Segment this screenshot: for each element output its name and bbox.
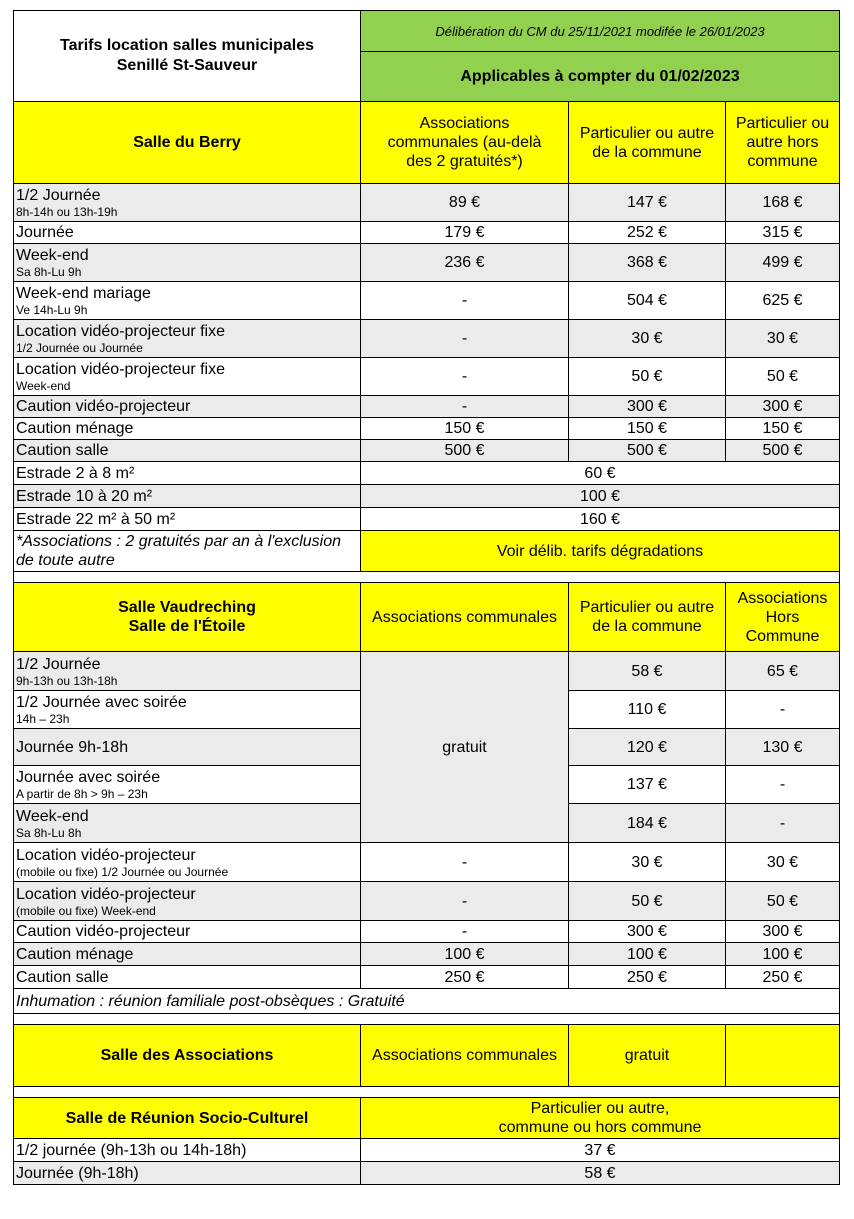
row-sublabel: 8h-14h ou 13h-19h bbox=[16, 205, 118, 219]
table-row bbox=[14, 222, 840, 244]
row-label: Caution vidéo-projecteur bbox=[16, 398, 191, 415]
price-cell: 58 € bbox=[569, 652, 726, 691]
price-cell: 368 € bbox=[569, 244, 726, 282]
table-row bbox=[14, 396, 840, 418]
estrade-price: 60 € bbox=[361, 462, 840, 485]
table-row bbox=[14, 882, 840, 921]
price-cell: - bbox=[361, 282, 569, 320]
socio-col-header bbox=[361, 1098, 840, 1139]
deliberation-note: Délibération du CM du 25/11/2021 modifée le 26/01/2023 bbox=[361, 11, 840, 52]
row-label: Caution vidéo-projecteur bbox=[16, 923, 191, 940]
section-spacer bbox=[14, 572, 840, 583]
vaudreching-col-local: Particulier ou autre de la commune bbox=[569, 583, 726, 652]
price-cell: 89 € bbox=[361, 184, 569, 222]
berry-row-label bbox=[14, 440, 361, 462]
socio-row-label: 1/2 journée (9h-13h ou 14h-18h) bbox=[14, 1139, 361, 1162]
socio-room-name: Salle de Réunion Socio-Culturel bbox=[14, 1098, 361, 1139]
section-header bbox=[14, 583, 840, 652]
table-row bbox=[14, 244, 840, 282]
row-label: Week-end bbox=[16, 807, 89, 825]
price-cell: 100 € bbox=[569, 943, 726, 966]
applicable-date: Applicables à compter du 01/02/2023 bbox=[361, 52, 840, 102]
price-cell: 499 € bbox=[726, 244, 840, 282]
vaudreching-row-label bbox=[14, 729, 361, 766]
price-cell: 100 € bbox=[726, 943, 840, 966]
price-cell: - bbox=[726, 691, 840, 729]
table-row bbox=[14, 462, 840, 485]
document-title bbox=[14, 11, 361, 102]
price-cell: 250 € bbox=[726, 966, 840, 989]
associations-col-associations: Associations communales bbox=[361, 1025, 569, 1087]
socio-price: 37 € bbox=[361, 1139, 840, 1162]
price-cell: 252 € bbox=[569, 222, 726, 244]
price-cell: 120 € bbox=[569, 729, 726, 766]
table-row bbox=[14, 966, 840, 989]
row-label: 1/2 Journée bbox=[16, 187, 101, 204]
socio-price: 58 € bbox=[361, 1162, 840, 1185]
price-cell: 250 € bbox=[569, 966, 726, 989]
row-label: Journée 9h-18h bbox=[16, 738, 129, 756]
price-cell: 30 € bbox=[569, 843, 726, 882]
berry-row-label bbox=[14, 358, 361, 396]
estrade-label: Estrade 22 m² à 50 m² bbox=[14, 508, 361, 531]
gratuit-cell: gratuit bbox=[361, 652, 569, 843]
associations-gratuit: gratuit bbox=[569, 1025, 726, 1087]
price-cell: 50 € bbox=[726, 882, 840, 921]
berry-row-label bbox=[14, 282, 361, 320]
vaudreching-row-label bbox=[14, 882, 361, 921]
price-cell: 300 € bbox=[726, 396, 840, 418]
row-sublabel: (mobile ou fixe) Week-end bbox=[16, 903, 156, 918]
socio-header-line1: Particulier ou autre, bbox=[530, 1100, 670, 1117]
price-cell: - bbox=[361, 921, 569, 943]
inhumation-note: Inhumation : réunion familiale post-obsèques : Gratuité bbox=[14, 989, 840, 1014]
table-row bbox=[14, 440, 840, 462]
row-sublabel: Sa 8h-Lu 8h bbox=[16, 825, 82, 840]
associations-empty-cell bbox=[726, 1025, 840, 1087]
room-name-line2: Salle de l'Étoile bbox=[128, 618, 246, 635]
price-cell: 300 € bbox=[569, 396, 726, 418]
row-label: Caution ménage bbox=[16, 945, 134, 963]
estrade-label: Estrade 10 à 20 m² bbox=[14, 485, 361, 508]
price-cell: 150 € bbox=[569, 418, 726, 440]
row-label: Journée bbox=[16, 224, 74, 241]
vaudreching-row-label bbox=[14, 804, 361, 843]
row-label: Location vidéo-projecteur bbox=[16, 885, 196, 903]
row-label: Week-end bbox=[16, 247, 89, 264]
price-cell: 137 € bbox=[569, 766, 726, 804]
tariff-table bbox=[13, 10, 840, 1185]
price-cell: 504 € bbox=[569, 282, 726, 320]
table-row bbox=[14, 989, 840, 1014]
table-row bbox=[14, 843, 840, 882]
berry-row-label bbox=[14, 222, 361, 244]
row-label: Week-end mariage bbox=[16, 285, 151, 302]
table-row bbox=[14, 652, 840, 691]
table-row bbox=[14, 1139, 840, 1162]
vaudreching-col-associations: Associations communales bbox=[361, 583, 569, 652]
vaudreching-row-label bbox=[14, 921, 361, 943]
table-row bbox=[14, 282, 840, 320]
price-cell: 500 € bbox=[726, 440, 840, 462]
table-row bbox=[14, 485, 840, 508]
row-label: 1/2 Journée bbox=[16, 655, 101, 673]
row-sublabel: A partir de 8h > 9h – 23h bbox=[16, 787, 148, 801]
table-row bbox=[14, 358, 840, 396]
price-cell: - bbox=[726, 804, 840, 843]
price-cell: 130 € bbox=[726, 729, 840, 766]
price-cell: 179 € bbox=[361, 222, 569, 244]
tariff-document bbox=[13, 10, 839, 1185]
associations-room-name: Salle des Associations bbox=[14, 1025, 361, 1087]
table-row bbox=[14, 943, 840, 966]
section-header bbox=[14, 1025, 840, 1087]
degradations-note: Voir délib. tarifs dégradations bbox=[361, 531, 840, 572]
row-sublabel: Ve 14h-Lu 9h bbox=[16, 303, 88, 317]
row-sublabel: Sa 8h-Lu 9h bbox=[16, 265, 82, 279]
berry-col-local: Particulier ou autre de la commune bbox=[569, 102, 726, 184]
row-label: Caution salle bbox=[16, 442, 109, 459]
berry-row-label bbox=[14, 244, 361, 282]
berry-room-name: Salle du Berry bbox=[14, 102, 361, 184]
price-cell: 50 € bbox=[569, 882, 726, 921]
price-cell: 65 € bbox=[726, 652, 840, 691]
estrade-price: 160 € bbox=[361, 508, 840, 531]
row-label: Caution salle bbox=[16, 968, 109, 986]
berry-row-label bbox=[14, 396, 361, 418]
price-cell: - bbox=[361, 320, 569, 358]
price-cell: 100 € bbox=[361, 943, 569, 966]
vaudreching-col-outside: Associations Hors Commune bbox=[726, 583, 840, 652]
price-cell: 625 € bbox=[726, 282, 840, 320]
row-label: Caution ménage bbox=[16, 420, 134, 437]
section-spacer bbox=[14, 1087, 840, 1098]
berry-row-label bbox=[14, 320, 361, 358]
vaudreching-row-label bbox=[14, 766, 361, 804]
row-label: Location vidéo-projecteur bbox=[16, 846, 196, 864]
berry-col-associations: Associations communales (au-delà des 2 gratuités*) bbox=[361, 102, 569, 184]
socio-header-line2: commune ou hors commune bbox=[498, 1119, 702, 1136]
table-row bbox=[14, 1162, 840, 1185]
price-cell: - bbox=[361, 843, 569, 882]
price-cell: 315 € bbox=[726, 222, 840, 244]
vaudreching-room-name bbox=[14, 583, 361, 652]
price-cell: 168 € bbox=[726, 184, 840, 222]
table-row bbox=[14, 921, 840, 943]
price-cell: 500 € bbox=[361, 440, 569, 462]
socio-row-label: Journée (9h-18h) bbox=[14, 1162, 361, 1185]
price-cell: 30 € bbox=[726, 320, 840, 358]
row-sublabel: 14h – 23h bbox=[16, 712, 70, 726]
estrade-label: Estrade 2 à 8 m² bbox=[14, 462, 361, 485]
price-cell: - bbox=[361, 358, 569, 396]
price-cell: 300 € bbox=[726, 921, 840, 943]
associations-note: *Associations : 2 gratuités par an à l'exclusion de toute autre bbox=[14, 531, 361, 572]
vaudreching-row-label bbox=[14, 691, 361, 729]
row-label: Location vidéo-projecteur fixe bbox=[16, 323, 226, 340]
table-row bbox=[14, 184, 840, 222]
price-cell: 236 € bbox=[361, 244, 569, 282]
section-spacer bbox=[14, 1014, 840, 1025]
row-label: 1/2 Journée avec soirée bbox=[16, 694, 187, 711]
price-cell: 110 € bbox=[569, 691, 726, 729]
price-cell: 50 € bbox=[569, 358, 726, 396]
title-line2: Senillé St-Sauveur bbox=[116, 57, 258, 74]
vaudreching-row-label bbox=[14, 966, 361, 989]
title-line1: Tarifs location salles municipales bbox=[59, 37, 314, 54]
price-cell: 30 € bbox=[569, 320, 726, 358]
price-cell: 150 € bbox=[726, 418, 840, 440]
price-cell: 50 € bbox=[726, 358, 840, 396]
vaudreching-row-label bbox=[14, 943, 361, 966]
price-cell: 30 € bbox=[726, 843, 840, 882]
vaudreching-row-label bbox=[14, 652, 361, 691]
room-name-line1: Salle Vaudreching bbox=[118, 599, 256, 616]
price-cell: 184 € bbox=[569, 804, 726, 843]
vaudreching-row-label bbox=[14, 843, 361, 882]
berry-row-label bbox=[14, 184, 361, 222]
price-cell: 147 € bbox=[569, 184, 726, 222]
table-row bbox=[14, 508, 840, 531]
table-row bbox=[14, 320, 840, 358]
row-sublabel: 1/2 Journée ou Journée bbox=[16, 341, 143, 355]
price-cell: 500 € bbox=[569, 440, 726, 462]
price-cell: - bbox=[726, 766, 840, 804]
table-row bbox=[14, 418, 840, 440]
price-cell: 300 € bbox=[569, 921, 726, 943]
table-row bbox=[14, 531, 840, 572]
price-cell: - bbox=[361, 882, 569, 921]
price-cell: 250 € bbox=[361, 966, 569, 989]
row-label: Journée avec soirée bbox=[16, 769, 161, 786]
row-sublabel: 9h-13h ou 13h-18h bbox=[16, 673, 118, 688]
row-sublabel: Week-end bbox=[16, 379, 71, 393]
price-cell: 150 € bbox=[361, 418, 569, 440]
row-sublabel: (mobile ou fixe) 1/2 Journée ou Journée bbox=[16, 864, 229, 879]
berry-row-label bbox=[14, 418, 361, 440]
section-header bbox=[14, 1098, 840, 1139]
row-label: Location vidéo-projecteur fixe bbox=[16, 361, 226, 378]
berry-col-outside: Particulier ou autre hors commune bbox=[726, 102, 840, 184]
estrade-price: 100 € bbox=[361, 485, 840, 508]
price-cell: - bbox=[361, 396, 569, 418]
